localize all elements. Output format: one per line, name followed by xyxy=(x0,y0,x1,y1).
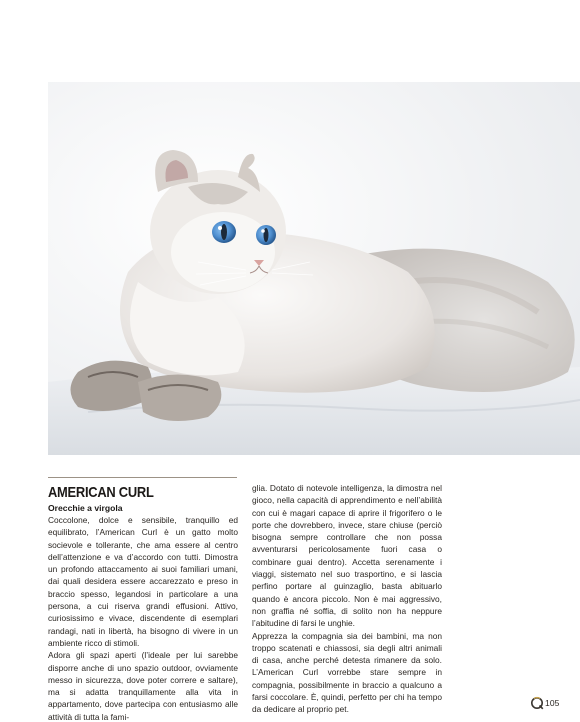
article-subtitle: Orecchie a virgola xyxy=(48,503,123,513)
page-number: 105 xyxy=(545,698,560,708)
article-title: AMERICAN CURL xyxy=(48,484,154,501)
magazine-logo-icon xyxy=(530,696,544,710)
article-paragraph: Adora gli spazi aperti (l’ideale per lui sarebbe disporre anche di uno spazio outdoor, ovviamente messo in sicurezza, dove poter correre e saltare), ma si adatta tranquillamente alla vita in appartamento, dove partecipa con entusiasmo alle attività di tutta la fami- xyxy=(48,650,238,722)
title-rule xyxy=(48,477,237,478)
article-left-column xyxy=(48,483,238,722)
article-paragraph: Apprezza la compagnia sia dei bambini, ma non troppo scatenati e chiassosi, sia degli altri animali di casa, anche perché detesta rimanere da solo. L’American Curl vorrebbe stare sempre in compagnia, possibilmente in braccio a qualcuno a farsi coccolare. È, quindi, perfetto per chi ha tempo da dedicare al proprio pet. xyxy=(252,630,442,715)
article-right-column xyxy=(252,482,442,716)
article-paragraph: glia. Dotato di notevole intelligenza, la dimostra nel gioco, nella capacità di apprendimento e nell’abilità con cui è magari capace di aprire il frigorifero o le porte che dovrebbero, invece, stare chiuse (perciò bisogna sempre controllare che non possa avventurarsi pericolosamente fuori casa o combinare guai dentro). Accetta serenamente i viaggi, sistemato nel suo trasportino, e si lascia perfino portare al guinzaglio, basta abituarlo quando è ancora piccolo. Non è mai aggressivo, non graffia né soffia, di solito non ha neppure l’abitudine di farsi le unghie. xyxy=(252,483,442,629)
article-paragraph: Coccolone, dolce e sensibile, tranquillo ed equilibrato, l’American Curl è un gatto molto socievole e tollerante, che ama essere al centro dell’attenzione e va d’accordo con tutti. Dimostra un profondo attaccamento ai suoi familiari umani, dai quali desidera essere accarezzato e preso in braccio spesso, legandosi in particolare a una persona, a cui riserva grandi effusioni. Attivo, curiosissimo e vivace, discendente di esemplari randagi, nati in libertà, ha bisogno di vivere in un ambiente ricco di stimoli. xyxy=(48,515,238,648)
cat-photo xyxy=(48,82,580,455)
page-folio xyxy=(530,696,559,710)
